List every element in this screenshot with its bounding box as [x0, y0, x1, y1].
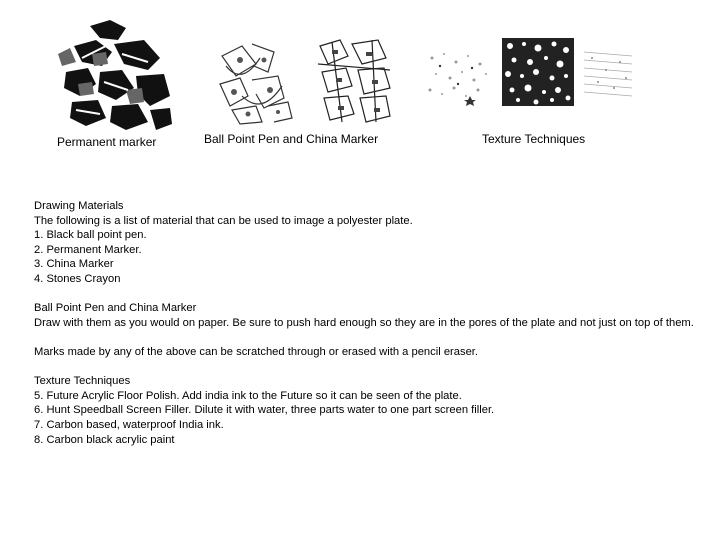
ball-point-section — [34, 301, 694, 330]
list-item: 6. Hunt Speedball Screen Filler. Dilute it with water, three parts water to one part screen filler. — [34, 404, 495, 417]
permanent-marker-sample-image — [52, 18, 176, 134]
ball-point-text: Draw with them as you would on paper. Be sure to push hard enough so they are in the pores of the plate and not just on top of them. — [34, 316, 694, 329]
list-item: 3. China Marker — [34, 258, 114, 271]
document-body — [34, 199, 694, 462]
drawing-materials-intro: The following is a list of material that can be used to image a polyester plate. — [34, 214, 413, 227]
texture-caption: Texture Techniques — [482, 132, 586, 146]
list-item: 2. Permanent Marker. — [34, 243, 142, 256]
list-item: 8. Carbon black acrylic paint — [34, 433, 175, 446]
list-item: 1. Black ball point pen. — [34, 229, 147, 242]
permanent-marker-caption: Permanent marker — [57, 135, 157, 149]
marks-note: Marks made by any of the above can be scratched through or erased with a pencil eraser. — [34, 345, 479, 358]
texture-section — [34, 374, 694, 447]
ball-point-heading: Ball Point Pen and China Marker — [34, 302, 197, 315]
list-item: 4. Stones Crayon — [34, 272, 121, 285]
texture-sample-image-2 — [500, 36, 576, 108]
texture-sample-image-3 — [580, 42, 636, 106]
texture-sample-image-1 — [422, 44, 494, 110]
ball-point-sample-image-2 — [312, 34, 396, 126]
marks-note-section — [34, 345, 694, 360]
drawing-materials-section — [34, 199, 694, 287]
ball-point-sample-image-1 — [212, 36, 296, 126]
ball-point-caption: Ball Point Pen and China Marker — [204, 132, 379, 146]
list-item: 5. Future Acrylic Floor Polish. Add india ink to the Future so it can be seen of the plate. — [34, 389, 462, 402]
texture-heading: Texture Techniques — [34, 375, 131, 388]
list-item: 7. Carbon based, waterproof India ink. — [34, 418, 224, 431]
drawing-materials-heading: Drawing Materials — [34, 200, 124, 212]
